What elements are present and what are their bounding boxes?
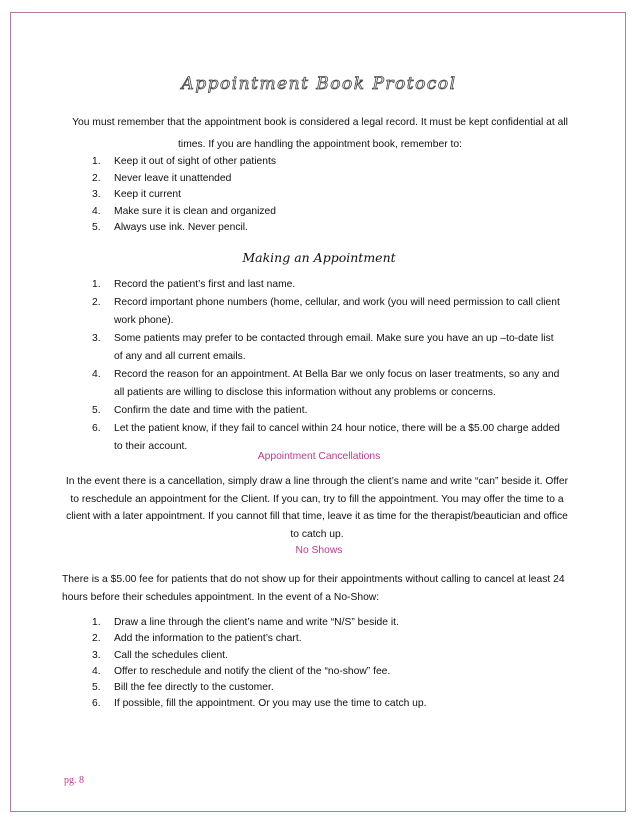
list-item: 2. Add the information to the patient’s chart. (92, 633, 302, 645)
list-item: 4. Record the reason for an appointment. At Bella Bar we only focus on laser treatments, so any and all patients are willing to disclose this information without any problems or concerns. (92, 369, 560, 398)
section-title-noshows: No Shows (295, 545, 343, 556)
list-item: 3. Some patients may prefer to be contacted through email. Make sure you have an up –to-date list of any and all current emails. (92, 333, 554, 362)
list-item: 3. Call the schedules client. (92, 649, 228, 661)
list-item: 4. Make sure it is clean and organized (92, 205, 276, 217)
page-title: Appointment Book Protocol (181, 74, 457, 94)
list-item: 1. Record the patient’s first and last name. (92, 279, 296, 290)
list-item: 5. Confirm the date and time with the patient. (92, 405, 308, 416)
noshow-steps-list (92, 615, 562, 713)
list-item: 6. Let the patient know, if they fail to cancel within 24 hour notice, there will be a $5.00 charge added to their account. (92, 423, 560, 452)
section-title-making: Making an Appointment (242, 250, 396, 265)
list-item: 1. Keep it out of sight of other patients (92, 156, 276, 167)
page-number: pg. 8 (64, 775, 84, 786)
rules-list (92, 154, 572, 237)
list-item: 5. Always use ink. Never pencil. (92, 222, 248, 233)
list-item: 3. Keep it current (92, 189, 181, 200)
section-title-cancellations: Appointment Cancellations (257, 451, 381, 462)
intro-paragraph: You must remember that the appointment book is considered a legal record. It must be kept confidential at all times. If you are handling the appointment book, remember to: (72, 117, 568, 150)
cancellations-paragraph: In the event there is a cancellation, simply draw a line through the client’s name and write “can” beside it. Offer to reschedule an appointment for the Client. If you can, try to fill the appointment. You may offer the time to a client with a later appointment. If you cannot fill that time, leave it as time for the therapist/beautician and office to catch up. (65, 476, 569, 540)
list-item: 6. If possible, fill the appointment. Or you may use the time to catch up. (92, 698, 427, 710)
list-item: 1. Draw a line through the client’s name and write “N/S” beside it. (92, 617, 399, 628)
making-steps-list (92, 276, 562, 456)
list-item: 2. Never leave it unattended (92, 172, 232, 184)
list-item: 2. Record important phone numbers (home, cellular, and work (you will need permission to call client work phone). (92, 297, 560, 326)
list-item: 5. Bill the fee directly to the customer. (92, 682, 274, 694)
noshows-paragraph: There is a $5.00 fee for patients that do not show up for their appointments without calling to cancel at least 24 hours before their schedules appointment. In the event of a No-Show: (62, 574, 565, 603)
list-item: 4. Offer to reschedule and notify the client of the “no-show” fee. (92, 665, 391, 677)
